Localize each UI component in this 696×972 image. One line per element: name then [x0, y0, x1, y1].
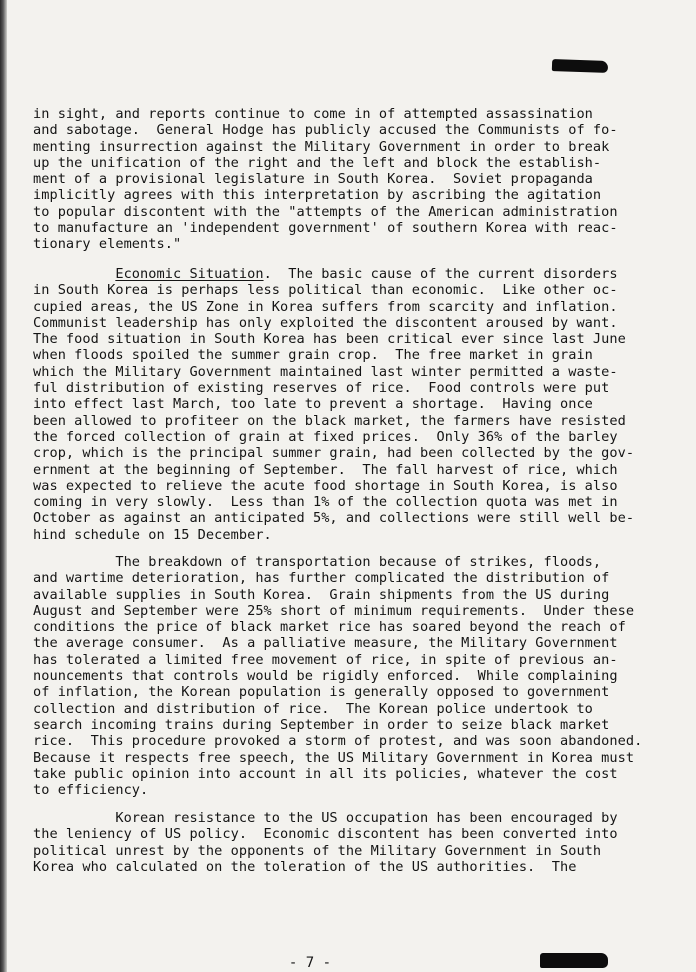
text-line: which the Military Government maintained last winter permitted a waste-: [33, 363, 618, 380]
text-line: in sight, and reports continue to come in of attempted assassination: [33, 106, 593, 122]
text-line: Because it respects free speech, the US Military Government in Korea must: [33, 749, 635, 766]
text-line: The breakdown of transportation because of strikes, floods,: [33, 554, 602, 570]
page-number: [0, 955, 620, 971]
paragraph-assassination-reports: [33, 106, 618, 253]
text-line: implicitly agrees with this interpretation by ascribing the agitation: [33, 187, 602, 204]
text-line: been allowed to profiteer on the black market, the farmers have resisted: [33, 412, 626, 429]
text-line: Korean resistance to the US occupation has been encouraged by: [33, 810, 618, 826]
text-line: ment of a provisional legislature in South Korea. Soviet propaganda: [33, 171, 593, 188]
text-line: available supplies in South Korea. Grain shipments from the US during: [33, 586, 610, 603]
text-line: rice. This procedure provoked a storm of protest, and was soon abandoned.: [33, 733, 643, 750]
text-line: Communist leadership has only exploited the discontent aroused by want.: [33, 314, 618, 331]
text-line: of inflation, the Korean population is generally opposed to government: [33, 684, 610, 701]
paragraph-economic-situation: [33, 266, 634, 543]
page-binding-edge: [0, 0, 7, 972]
text-line: The food situation in South Korea has been critical ever since last June: [33, 331, 626, 348]
text-line: to manufacture an 'independent government' of southern Korea with reac-: [33, 220, 618, 237]
text-line: has tolerated a limited free movement of rice, in spite of previous an-: [33, 651, 618, 668]
text-line: political unrest by the opponents of the Military Government in South: [33, 842, 602, 859]
text-line: to efficiency.: [33, 782, 149, 799]
text-line: cupied areas, the US Zone in Korea suffers from scarcity and inflation.: [33, 298, 618, 315]
text-line: to popular discontent with the "attempts of the American administration: [33, 203, 618, 220]
text-line: and sabotage. General Hodge has publicly accused the Communists of fo-: [33, 122, 618, 139]
redaction-mark-top: [552, 59, 608, 73]
text-line: menting insurrection against the Military Government in order to break: [33, 138, 610, 155]
text-line: when floods spoiled the summer grain crop. The free market in grain: [33, 347, 593, 364]
text-line: collection and distribution of rice. The Korean police undertook to: [33, 700, 593, 717]
text-line: ernment at the beginning of September. The fall harvest of rice, which: [33, 461, 618, 478]
text-line: and wartime deterioration, has further complicated the distribution of: [33, 570, 610, 587]
text-line: . The basic cause of the current disorders: [263, 266, 618, 282]
indent: [33, 266, 115, 282]
page-number-text: - 7 -: [288, 955, 332, 971]
text-line: ful distribution of existing reserves of rice. Food controls were put: [33, 380, 610, 397]
section-heading-economic-situation: Economic Situation: [115, 266, 264, 282]
text-line: tionary elements.": [33, 236, 182, 253]
text-line: in South Korea is perhaps less political than economic. Like other oc-: [33, 282, 618, 299]
text-line: the forced collection of grain at fixed prices. Only 36% of the barley: [33, 428, 618, 445]
text-line: October as against an anticipated 5%, and collections were still well be-: [33, 510, 635, 527]
text-line: was expected to relieve the acute food shortage in South Korea, is also: [33, 477, 618, 494]
text-line: coming in very slowly. Less than 1% of the collection quota was met in: [33, 494, 618, 511]
text-line: the average consumer. As a palliative measure, the Military Government: [33, 635, 618, 652]
text-line: search incoming trains during September in order to seize black market: [33, 716, 610, 733]
text-line: nouncements that controls would be rigidly enforced. While complaining: [33, 668, 618, 685]
text-line: crop, which is the principal summer grain, had been collected by the gov-: [33, 445, 635, 462]
text-line: up the unification of the right and the left and block the establish-: [33, 154, 602, 171]
text-line: take public opinion into account in all its policies, whatever the cost: [33, 765, 618, 782]
text-line: into effect last March, too late to prevent a shortage. Having once: [33, 396, 593, 413]
text-line: conditions the price of black market rice has soared beyond the reach of: [33, 619, 626, 636]
paragraph-transportation-breakdown: [33, 554, 642, 798]
text-line: the leniency of US policy. Economic discontent has been converted into: [33, 826, 618, 843]
paragraph-korean-resistance: [33, 810, 618, 875]
text-line: hind schedule on 15 December.: [33, 526, 272, 543]
redaction-mark-bottom: [540, 953, 608, 968]
text-line: Korea who calculated on the toleration of the US authorities. The: [33, 858, 577, 875]
text-line: August and September were 25% short of minimum requirements. Under these: [33, 602, 635, 619]
